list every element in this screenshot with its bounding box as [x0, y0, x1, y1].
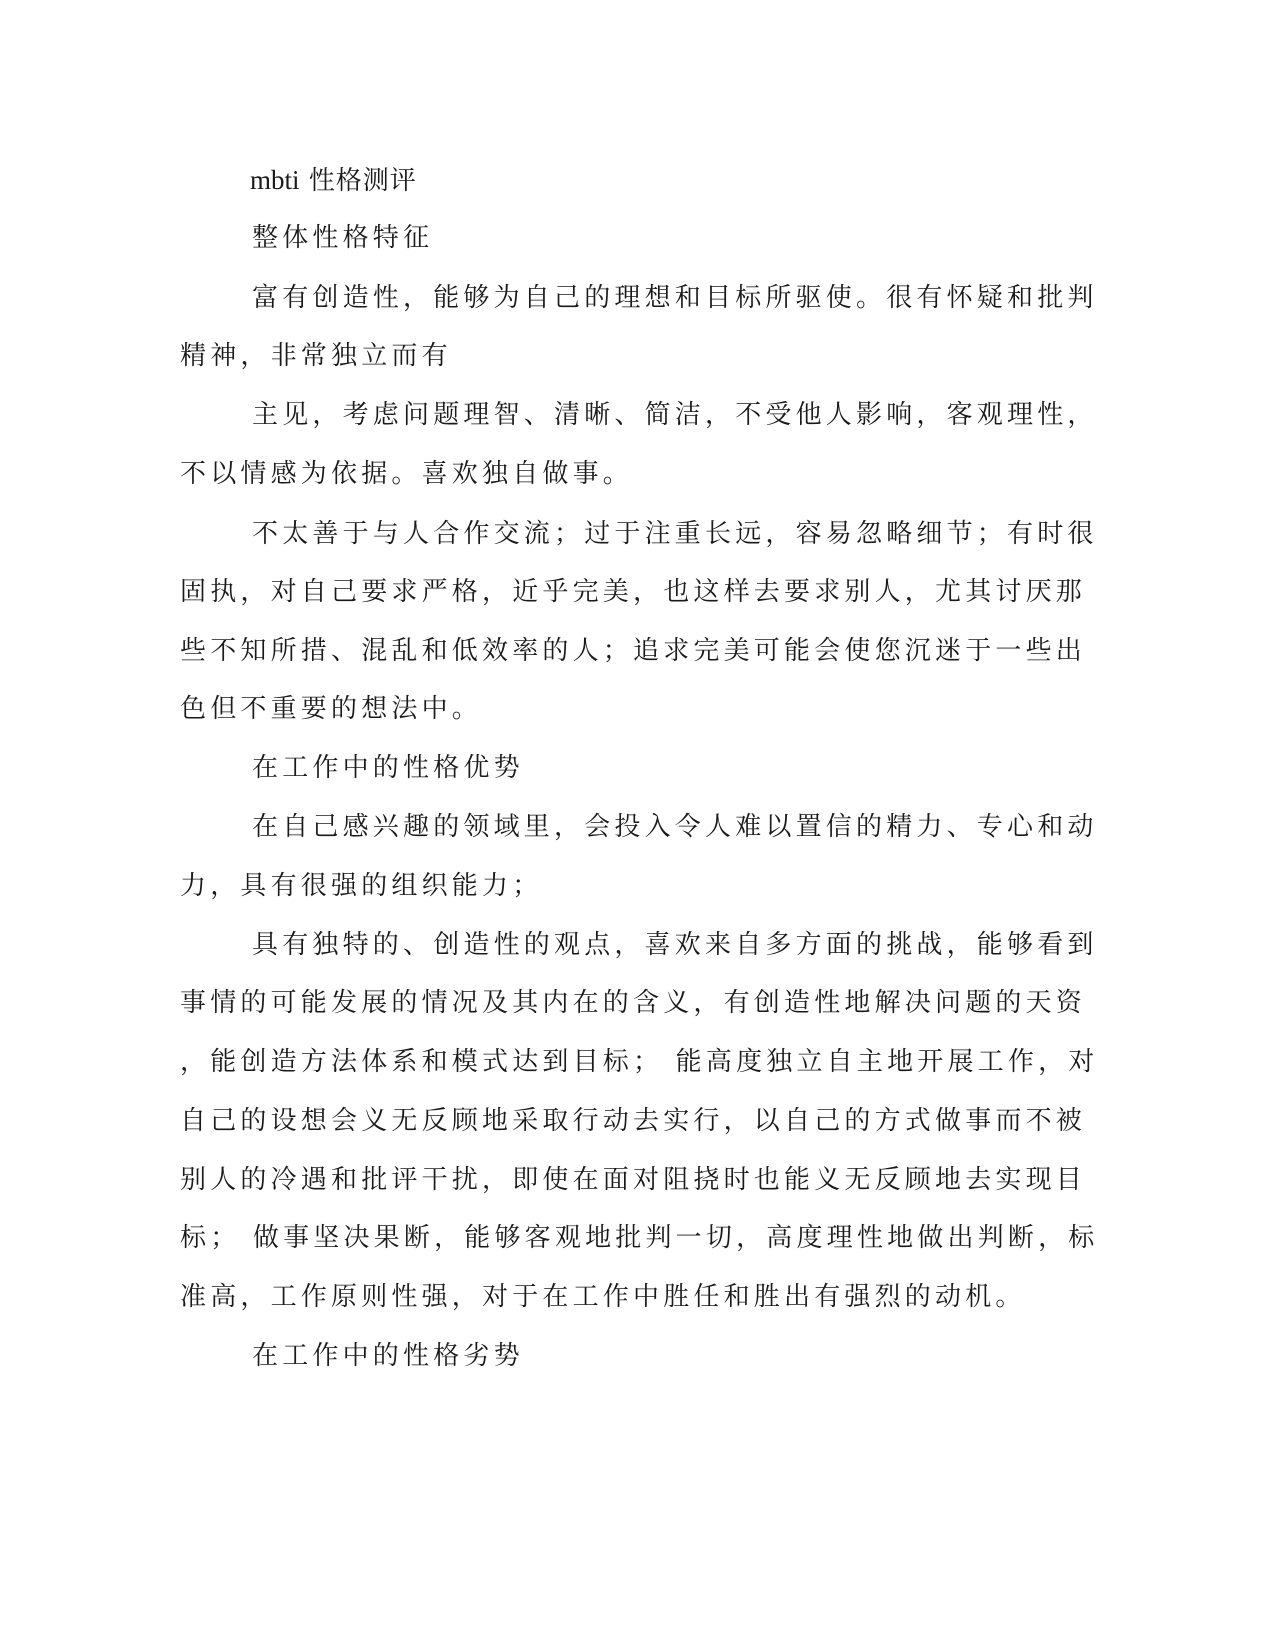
paragraph-line: 事情的可能发展的情况及其内在的含义，有创造性地解决问题的天资	[180, 988, 1087, 1018]
paragraph-line: 别人的冷遇和批评干扰，即使在面对阻挠时也能义无反顾地去实现目	[180, 1165, 1087, 1195]
paragraph-line: 标； 做事坚决果断，能够客观地批判一切，高度理性地做出判断，标	[180, 1223, 1099, 1253]
paragraph-line: 主见，考虑问题理智、清晰、简洁，不受他人影响，客观理性，	[252, 400, 1098, 430]
paragraph-line: 富有创造性，能够为自己的理想和目标所驱使。很有怀疑和批判	[252, 283, 1098, 313]
section-heading-strengths: 在工作中的性格优势	[252, 753, 524, 783]
paragraph-line: 色但不重要的想法中。	[180, 694, 483, 724]
paragraph-line: 精神，非常独立而有	[180, 341, 452, 371]
paragraph-line: 固执，对自己要求严格，近乎完美，也这样去要求别人，尤其讨厌那	[180, 577, 1087, 607]
section-heading-overall: 整体性格特征	[252, 223, 434, 253]
paragraph-line: 具有独特的、创造性的观点，喜欢来自多方面的挑战，能够看到	[252, 930, 1098, 960]
section-heading-weaknesses: 在工作中的性格劣势	[252, 1341, 524, 1371]
title-latin: mbti	[250, 165, 300, 195]
title-chinese: 性格测评	[308, 166, 417, 196]
paragraph-line: 不太善于与人合作交流；过于注重长远，容易忽略细节；有时很	[252, 519, 1098, 549]
paragraph-line: 些不知所措、混乱和低效率的人；追求完美可能会使您沉迷于一些出	[180, 636, 1087, 666]
paragraph-line: 自己的设想会义无反顾地采取行动去实行，以自己的方式做事而不被	[180, 1106, 1087, 1136]
paragraph-line: 准高，工作原则性强，对于在工作中胜任和胜出有强烈的动机。	[180, 1282, 1026, 1312]
paragraph-line: 不以情感为依据。喜欢独自做事。	[180, 459, 634, 489]
paragraph-line: 在自己感兴趣的领域里，会投入令人难以置信的精力、专心和动	[252, 812, 1098, 842]
paragraph-line: 力，具有很强的组织能力；	[180, 871, 543, 901]
paragraph-line: ，能创造方法体系和模式达到目标； 能高度独立自主地开展工作，对	[180, 1047, 1099, 1077]
document-title	[250, 163, 417, 198]
